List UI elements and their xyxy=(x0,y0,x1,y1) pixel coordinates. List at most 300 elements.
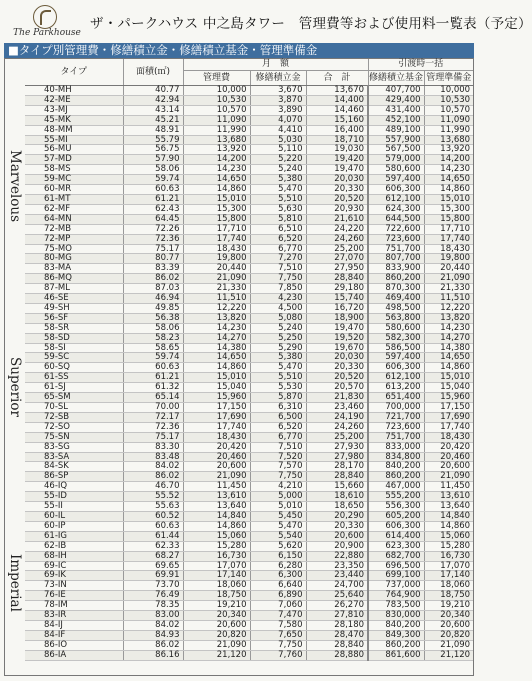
management-reserve-cell: 15,060 xyxy=(424,531,473,541)
management-fee-cell: 18,750 xyxy=(183,591,250,601)
repair-fund-cell: 452,100 xyxy=(368,115,424,125)
type-cell: 75-MO xyxy=(25,244,123,254)
type-cell: 61-SJ xyxy=(25,383,123,393)
logo-text: The Parkhouse xyxy=(13,28,81,38)
repair-fund-cell: 807,700 xyxy=(368,254,424,264)
total-cell: 14,460 xyxy=(306,105,368,115)
repair-reserve-cell: 6,770 xyxy=(250,244,306,254)
type-cell: 62-IB xyxy=(25,541,123,551)
management-fee-cell: 20,600 xyxy=(183,620,250,630)
type-cell: 58-SD xyxy=(25,333,123,343)
management-fee-cell: 11,090 xyxy=(183,115,250,125)
total-cell: 14,400 xyxy=(306,95,368,105)
area-cell: 40.77 xyxy=(123,86,183,96)
area-cell: 86.02 xyxy=(123,274,183,284)
type-cell: 55-II xyxy=(25,502,123,512)
type-cell: 72-MP xyxy=(25,234,123,244)
type-group-label xyxy=(5,84,25,289)
type-cell: 84-SK xyxy=(25,462,123,472)
repair-fund-cell: 431,400 xyxy=(368,105,424,115)
type-cell: 55-MI xyxy=(25,135,123,145)
management-fee-cell: 14,230 xyxy=(183,165,250,175)
management-reserve-cell: 14,650 xyxy=(424,175,473,185)
repair-fund-cell: 840,200 xyxy=(368,620,424,630)
management-fee-cell: 17,140 xyxy=(183,571,250,581)
repair-reserve-cell: 4,500 xyxy=(250,303,306,313)
repair-reserve-cell: 7,650 xyxy=(250,630,306,640)
table-row xyxy=(25,86,473,96)
table-row xyxy=(25,502,473,512)
repair-fund-cell: 623,300 xyxy=(368,541,424,551)
total-cell: 28,180 xyxy=(306,620,368,630)
management-fee-cell: 17,710 xyxy=(183,224,250,234)
management-fee-cell: 17,740 xyxy=(183,234,250,244)
management-fee-cell: 14,270 xyxy=(183,333,250,343)
total-cell: 19,470 xyxy=(306,165,368,175)
management-fee-cell: 15,960 xyxy=(183,393,250,403)
area-cell: 58.23 xyxy=(123,333,183,343)
area-cell: 60.63 xyxy=(123,363,183,373)
repair-fund-cell: 737,000 xyxy=(368,581,424,591)
total-cell: 27,980 xyxy=(306,452,368,462)
management-fee-cell: 11,990 xyxy=(183,125,250,135)
management-fee-cell: 17,070 xyxy=(183,561,250,571)
type-cell: 58-SR xyxy=(25,323,123,333)
table-row xyxy=(25,185,473,195)
management-reserve-cell: 17,690 xyxy=(424,412,473,422)
area-cell: 69.91 xyxy=(123,571,183,581)
total-cell: 19,520 xyxy=(306,333,368,343)
repair-reserve-cell: 7,570 xyxy=(250,462,306,472)
type-cell: 60-MR xyxy=(25,185,123,195)
total-cell: 28,840 xyxy=(306,640,368,650)
management-fee-cell: 13,640 xyxy=(183,502,250,512)
table-row xyxy=(25,611,473,621)
management-reserve-cell: 17,150 xyxy=(424,403,473,413)
management-fee-cell: 19,800 xyxy=(183,254,250,264)
area-cell: 84.02 xyxy=(123,620,183,630)
table-row xyxy=(25,274,473,284)
total-cell: 28,840 xyxy=(306,472,368,482)
management-reserve-cell: 20,440 xyxy=(424,264,473,274)
repair-fund-cell: 563,800 xyxy=(368,313,424,323)
area-cell: 86.02 xyxy=(123,640,183,650)
table-row xyxy=(25,284,473,294)
management-fee-cell: 15,040 xyxy=(183,383,250,393)
management-fee-cell: 14,840 xyxy=(183,511,250,521)
management-reserve-cell: 11,450 xyxy=(424,482,473,492)
management-reserve-cell: 15,040 xyxy=(424,383,473,393)
repair-reserve-cell: 7,580 xyxy=(250,620,306,630)
type-cell: 84-IJ xyxy=(25,620,123,630)
total-cell: 27,950 xyxy=(306,264,368,274)
management-reserve-cell: 14,270 xyxy=(424,333,473,343)
type-cell: 72-MB xyxy=(25,224,123,234)
repair-reserve-cell: 4,070 xyxy=(250,115,306,125)
total-cell: 27,070 xyxy=(306,254,368,264)
management-fee-cell: 15,010 xyxy=(183,194,250,204)
management-reserve-cell: 13,920 xyxy=(424,145,473,155)
table-row xyxy=(25,422,473,432)
area-cell: 65.14 xyxy=(123,393,183,403)
type-cell: 83-MA xyxy=(25,264,123,274)
repair-reserve-cell: 7,470 xyxy=(250,611,306,621)
area-cell: 59.74 xyxy=(123,353,183,363)
area-cell: 75.17 xyxy=(123,432,183,442)
type-cell: 86-IA xyxy=(25,650,123,660)
repair-reserve-cell: 5,510 xyxy=(250,373,306,383)
management-fee-cell: 14,200 xyxy=(183,155,250,165)
table-row xyxy=(25,264,473,274)
type-cell: 61-SS xyxy=(25,373,123,383)
management-fee-cell: 14,650 xyxy=(183,175,250,185)
repair-reserve-cell: 7,060 xyxy=(250,601,306,611)
repair-fund-cell: 830,000 xyxy=(368,611,424,621)
type-cell: 70-SL xyxy=(25,403,123,413)
management-fee-cell: 17,740 xyxy=(183,422,250,432)
management-reserve-cell: 10,000 xyxy=(424,86,473,96)
management-reserve-cell: 13,640 xyxy=(424,502,473,512)
repair-fund-cell: 606,300 xyxy=(368,185,424,195)
type-cell: 61-MT xyxy=(25,194,123,204)
repair-reserve-cell: 6,890 xyxy=(250,591,306,601)
management-reserve-cell: 21,090 xyxy=(424,472,473,482)
table-row xyxy=(25,412,473,422)
area-cell: 76.49 xyxy=(123,591,183,601)
area-cell: 60.63 xyxy=(123,185,183,195)
management-fee-cell: 20,440 xyxy=(183,264,250,274)
repair-fund-cell: 721,700 xyxy=(368,412,424,422)
table-row xyxy=(25,373,473,383)
management-reserve-cell: 11,990 xyxy=(424,125,473,135)
repair-reserve-cell: 7,510 xyxy=(250,264,306,274)
total-cell: 19,670 xyxy=(306,343,368,353)
management-reserve-cell: 14,230 xyxy=(424,323,473,333)
repair-reserve-cell: 6,770 xyxy=(250,432,306,442)
repair-fund-cell: 624,300 xyxy=(368,204,424,214)
group-header-lump-sum: 引渡時一括 xyxy=(368,59,473,71)
total-cell: 21,610 xyxy=(306,214,368,224)
management-reserve-cell: 18,430 xyxy=(424,244,473,254)
type-cell: 62-MF xyxy=(25,204,123,214)
table-row xyxy=(25,125,473,135)
repair-fund-cell: 700,000 xyxy=(368,403,424,413)
type-cell: 43-MJ xyxy=(25,105,123,115)
repair-reserve-cell: 5,630 xyxy=(250,204,306,214)
management-fee-cell: 10,570 xyxy=(183,105,250,115)
group-header-monthly: 月 額 xyxy=(183,59,368,71)
repair-fund-cell: 860,200 xyxy=(368,274,424,284)
area-cell: 78.35 xyxy=(123,601,183,611)
area-cell: 61.21 xyxy=(123,373,183,383)
table-row xyxy=(25,640,473,650)
repair-reserve-cell: 6,520 xyxy=(250,234,306,244)
repair-reserve-cell: 7,760 xyxy=(250,650,306,660)
repair-reserve-cell: 4,210 xyxy=(250,482,306,492)
total-cell: 27,930 xyxy=(306,442,368,452)
type-cell: 83-SG xyxy=(25,442,123,452)
management-reserve-cell: 20,340 xyxy=(424,611,473,621)
management-fee-cell: 20,820 xyxy=(183,630,250,640)
total-cell: 28,840 xyxy=(306,274,368,284)
total-cell: 20,330 xyxy=(306,521,368,531)
total-cell: 16,400 xyxy=(306,125,368,135)
type-cell: 86-SP xyxy=(25,472,123,482)
repair-reserve-cell: 7,750 xyxy=(250,274,306,284)
management-fee-cell: 14,230 xyxy=(183,323,250,333)
repair-reserve-cell: 5,080 xyxy=(250,313,306,323)
table-row xyxy=(25,571,473,581)
management-fee-cell: 15,800 xyxy=(183,214,250,224)
table-row xyxy=(25,531,473,541)
repair-reserve-cell: 5,010 xyxy=(250,502,306,512)
total-cell: 28,880 xyxy=(306,650,368,660)
column-header-total: 合 計 xyxy=(306,71,368,86)
repair-reserve-cell: 5,540 xyxy=(250,531,306,541)
repair-reserve-cell: 6,640 xyxy=(250,581,306,591)
repair-fund-cell: 606,300 xyxy=(368,521,424,531)
repair-reserve-cell: 5,250 xyxy=(250,333,306,343)
repair-reserve-cell: 7,750 xyxy=(250,472,306,482)
management-fee-cell: 15,060 xyxy=(183,531,250,541)
repair-reserve-cell: 4,230 xyxy=(250,294,306,304)
management-fee-cell: 21,090 xyxy=(183,472,250,482)
total-cell: 15,660 xyxy=(306,482,368,492)
repair-fund-cell: 582,300 xyxy=(368,333,424,343)
type-cell: 55-ID xyxy=(25,492,123,502)
column-header-repair-reserve: 修繕積立金 xyxy=(250,71,306,86)
repair-fund-cell: 751,700 xyxy=(368,244,424,254)
type-cell: 83-IR xyxy=(25,611,123,621)
repair-fund-cell: 849,300 xyxy=(368,630,424,640)
management-reserve-cell: 18,750 xyxy=(424,591,473,601)
area-cell: 55.63 xyxy=(123,502,183,512)
type-cell: 86-IO xyxy=(25,640,123,650)
type-cell: 65-SM xyxy=(25,393,123,403)
total-cell: 23,460 xyxy=(306,403,368,413)
total-cell: 20,600 xyxy=(306,531,368,541)
repair-fund-cell: 429,400 xyxy=(368,95,424,105)
repair-reserve-cell: 6,310 xyxy=(250,403,306,413)
area-cell: 72.36 xyxy=(123,422,183,432)
type-cell: 86-MQ xyxy=(25,274,123,284)
management-fee-cell: 12,220 xyxy=(183,303,250,313)
type-cell: 46-SE xyxy=(25,294,123,304)
column-header-repair-fund: 修繕積立基金 xyxy=(368,71,424,86)
repair-reserve-cell: 7,270 xyxy=(250,254,306,264)
area-cell: 48.91 xyxy=(123,125,183,135)
repair-fund-cell: 723,600 xyxy=(368,234,424,244)
total-cell: 24,220 xyxy=(306,224,368,234)
total-cell: 20,030 xyxy=(306,353,368,363)
table-row xyxy=(25,581,473,591)
repair-fund-cell: 861,600 xyxy=(368,650,424,660)
management-fee-cell: 18,430 xyxy=(183,244,250,254)
total-cell: 19,420 xyxy=(306,155,368,165)
repair-fund-cell: 833,900 xyxy=(368,264,424,274)
total-cell: 24,260 xyxy=(306,234,368,244)
area-cell: 49.85 xyxy=(123,303,183,313)
section-title-bar: ■タイプ別管理費・修繕積立金・修繕積立基金・管理準備金 xyxy=(4,43,474,58)
table-row xyxy=(25,115,473,125)
type-cell: 72-SB xyxy=(25,412,123,422)
repair-fund-cell: 783,500 xyxy=(368,601,424,611)
management-reserve-cell: 15,800 xyxy=(424,214,473,224)
management-fee-cell: 14,650 xyxy=(183,353,250,363)
management-fee-cell: 18,060 xyxy=(183,581,250,591)
type-cell: 64-MN xyxy=(25,214,123,224)
total-cell: 20,570 xyxy=(306,383,368,393)
area-cell: 45.21 xyxy=(123,115,183,125)
table-row xyxy=(25,303,473,313)
management-reserve-cell: 19,800 xyxy=(424,254,473,264)
management-reserve-cell: 17,710 xyxy=(424,224,473,234)
repair-fund-cell: 612,100 xyxy=(368,373,424,383)
total-cell: 20,330 xyxy=(306,363,368,373)
area-cell: 55.79 xyxy=(123,135,183,145)
repair-fund-cell: 489,100 xyxy=(368,125,424,135)
repair-reserve-cell: 5,030 xyxy=(250,135,306,145)
management-reserve-cell: 14,840 xyxy=(424,511,473,521)
table-row xyxy=(25,432,473,442)
management-fee-cell: 15,010 xyxy=(183,373,250,383)
area-cell: 46.94 xyxy=(123,294,183,304)
repair-fund-cell: 699,100 xyxy=(368,571,424,581)
total-cell: 18,900 xyxy=(306,313,368,323)
total-cell: 18,650 xyxy=(306,502,368,512)
area-cell: 62.33 xyxy=(123,541,183,551)
total-cell: 19,030 xyxy=(306,145,368,155)
management-reserve-cell: 15,300 xyxy=(424,204,473,214)
table-row xyxy=(25,95,473,105)
management-fee-cell: 20,340 xyxy=(183,611,250,621)
table-row xyxy=(25,630,473,640)
repair-reserve-cell: 5,000 xyxy=(250,492,306,502)
repair-fund-cell: 840,200 xyxy=(368,462,424,472)
type-cell: 78-IM xyxy=(25,601,123,611)
area-cell: 83.30 xyxy=(123,442,183,452)
the-parkhouse-logo xyxy=(5,3,89,41)
type-cell: 59-SC xyxy=(25,353,123,363)
repair-reserve-cell: 5,510 xyxy=(250,194,306,204)
type-cell: 42-ME xyxy=(25,95,123,105)
type-cell: 58-MS xyxy=(25,165,123,175)
area-cell: 72.17 xyxy=(123,412,183,422)
type-cell: 56-SF xyxy=(25,313,123,323)
management-fee-cell: 10,530 xyxy=(183,95,250,105)
repair-reserve-cell: 5,240 xyxy=(250,323,306,333)
repair-reserve-cell: 5,290 xyxy=(250,343,306,353)
type-cell: 76-IE xyxy=(25,591,123,601)
area-cell: 69.65 xyxy=(123,561,183,571)
repair-reserve-cell: 6,520 xyxy=(250,422,306,432)
repair-fund-cell: 606,300 xyxy=(368,363,424,373)
total-cell: 21,830 xyxy=(306,393,368,403)
area-cell: 43.14 xyxy=(123,105,183,115)
repair-reserve-cell: 5,530 xyxy=(250,383,306,393)
area-cell: 70.00 xyxy=(123,403,183,413)
repair-reserve-cell: 6,280 xyxy=(250,561,306,571)
total-cell: 20,520 xyxy=(306,373,368,383)
repair-fund-cell: 860,200 xyxy=(368,640,424,650)
management-fee-cell: 15,280 xyxy=(183,541,250,551)
table-row xyxy=(25,194,473,204)
type-cell: 87-ML xyxy=(25,284,123,294)
repair-reserve-cell: 5,470 xyxy=(250,363,306,373)
type-group-label-text: Superior xyxy=(7,356,23,417)
total-cell: 26,270 xyxy=(306,601,368,611)
table-row xyxy=(25,165,473,175)
type-cell: 61-IG xyxy=(25,531,123,541)
repair-fund-cell: 580,600 xyxy=(368,165,424,175)
management-fee-cell: 14,380 xyxy=(183,343,250,353)
management-fee-cell: 17,150 xyxy=(183,403,250,413)
management-reserve-cell: 14,650 xyxy=(424,353,473,363)
repair-reserve-cell: 6,150 xyxy=(250,551,306,561)
management-reserve-cell: 14,860 xyxy=(424,363,473,373)
table-row xyxy=(25,244,473,254)
total-cell: 20,520 xyxy=(306,194,368,204)
area-cell: 87.03 xyxy=(123,284,183,294)
column-header-management-reserve: 管理準備金 xyxy=(424,71,473,86)
repair-reserve-cell: 5,220 xyxy=(250,155,306,165)
repair-reserve-cell: 7,750 xyxy=(250,640,306,650)
parkhouse-emblem-icon xyxy=(33,5,57,29)
management-reserve-cell: 20,820 xyxy=(424,630,473,640)
total-cell: 24,700 xyxy=(306,581,368,591)
area-cell: 72.26 xyxy=(123,224,183,234)
table-row xyxy=(25,492,473,502)
management-reserve-cell: 10,530 xyxy=(424,95,473,105)
type-cell: 72-SO xyxy=(25,422,123,432)
area-cell: 59.74 xyxy=(123,175,183,185)
management-reserve-cell: 14,380 xyxy=(424,343,473,353)
table-row xyxy=(25,462,473,472)
total-cell: 20,900 xyxy=(306,541,368,551)
table-row xyxy=(25,254,473,264)
management-reserve-cell: 17,140 xyxy=(424,571,473,581)
area-cell: 56.75 xyxy=(123,145,183,155)
management-reserve-cell: 14,200 xyxy=(424,155,473,165)
management-reserve-cell: 17,740 xyxy=(424,234,473,244)
repair-fund-cell: 764,900 xyxy=(368,591,424,601)
table-row xyxy=(25,620,473,630)
total-cell: 24,190 xyxy=(306,412,368,422)
repair-reserve-cell: 6,500 xyxy=(250,412,306,422)
type-cell: 58-SI xyxy=(25,343,123,353)
total-cell: 15,160 xyxy=(306,115,368,125)
type-group-label xyxy=(5,289,25,485)
area-cell: 60.52 xyxy=(123,511,183,521)
repair-fund-cell: 722,600 xyxy=(368,224,424,234)
type-cell: 75-SN xyxy=(25,432,123,442)
repair-fund-cell: 860,200 xyxy=(368,472,424,482)
type-cell: 40-MH xyxy=(25,86,123,96)
repair-fund-cell: 751,700 xyxy=(368,432,424,442)
total-cell: 16,720 xyxy=(306,303,368,313)
repair-fund-cell: 498,500 xyxy=(368,303,424,313)
fee-table xyxy=(25,59,473,661)
fee-table-container xyxy=(4,58,474,676)
type-cell: 84-IF xyxy=(25,630,123,640)
column-header-management-fee: 管理費 xyxy=(183,71,250,86)
repair-reserve-cell: 6,510 xyxy=(250,224,306,234)
repair-fund-cell: 605,200 xyxy=(368,511,424,521)
management-reserve-cell: 12,220 xyxy=(424,303,473,313)
area-cell: 84.02 xyxy=(123,462,183,472)
repair-reserve-cell: 4,410 xyxy=(250,125,306,135)
table-row xyxy=(25,333,473,343)
